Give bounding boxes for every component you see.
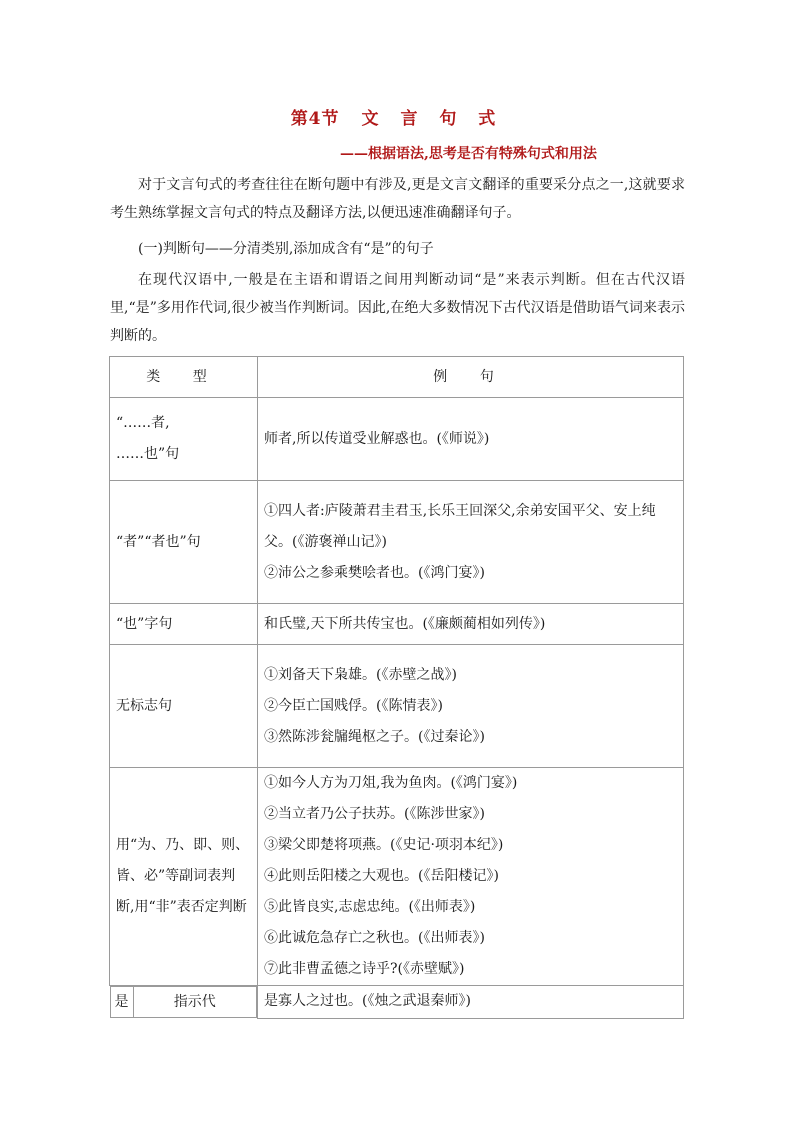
type-line: 用“为、乃、即、则、皆、必”等副词表判断,用“非”表否定判断 bbox=[116, 837, 250, 915]
type-line: 无标志句 bbox=[116, 697, 172, 714]
type-cell bbox=[110, 645, 258, 768]
section-title bbox=[0, 104, 794, 129]
subsection-heading: (一)判断句——分清类别,添加成含有“是”的句子 bbox=[138, 241, 434, 257]
example-sentence: ⑤此皆良实,志虑忠纯。(《出师表》) bbox=[264, 899, 476, 915]
type-subtype-label: 指示代 bbox=[173, 994, 216, 1010]
example-cell bbox=[258, 768, 684, 986]
example-sentence: ⑥此诚危急存亡之秋也。(《出师表》) bbox=[264, 930, 485, 946]
example-sentence: 和氏璧,天下所共传宝也。(《廉颇蔺相如列传》) bbox=[264, 615, 546, 632]
type-line: “……者, bbox=[116, 415, 170, 431]
example-sentence: ③梁父即楚将项燕。(《史记·项羽本纪》) bbox=[264, 837, 504, 853]
sentence-type-table bbox=[109, 356, 684, 1019]
example-cell bbox=[258, 645, 684, 768]
table-row bbox=[110, 604, 684, 645]
type-cell bbox=[110, 604, 258, 645]
intro-paragraph: 对于文言句式的考查往往在断句题中有涉及,更是文言文翻译的重要采分点之一,这就要求考生熟练掌握文言句式的特点及翻译方法,以便迅速准确翻译句子。 bbox=[110, 177, 685, 221]
table-row bbox=[110, 986, 684, 1019]
example-sentence: ⑦此非曹孟德之诗乎?(《赤壁赋》) bbox=[264, 961, 465, 977]
header-example: 例 句 bbox=[258, 357, 684, 398]
type-line: “者”“者也”句 bbox=[116, 533, 201, 550]
example-sentence: ③然陈涉瓮牖绳枢之子。(《过秦论》) bbox=[264, 728, 485, 745]
example-sentence: 师者,所以传道受业解惑也。(《师说》) bbox=[264, 430, 490, 447]
example-sentence: ①四人者:庐陵萧君圭君玉,长乐王回深父,余弟安国平父、安上纯父。(《游褒禅山记》) bbox=[264, 502, 656, 550]
type-cell bbox=[110, 481, 258, 604]
type-cell bbox=[110, 768, 258, 986]
table-row bbox=[110, 398, 684, 481]
explanation-paragraph: 在现代汉语中,一般是在主语和谓语之间用判断动词“是”来表示判断。但在古代汉语里,“是”多用作代词,很少被当作判断词。因此,在绝大多数情况下古代汉语是借助语气词来表示判断的。 bbox=[110, 272, 685, 344]
type-group-label: 是 bbox=[111, 987, 134, 1017]
section-heading: 文 言 句 式 bbox=[361, 109, 504, 129]
type-cell bbox=[110, 398, 258, 481]
table-row bbox=[110, 768, 684, 986]
example-sentence: ②今臣亡国贱俘。(《陈情表》) bbox=[264, 697, 443, 714]
section-subtitle: ——根据语法,思考是否有特殊句式和用法 bbox=[340, 146, 597, 162]
example-cell bbox=[258, 398, 684, 481]
example-sentence: 是寡人之过也。(《烛之武退秦师》) bbox=[264, 993, 471, 1010]
example-cell bbox=[258, 481, 684, 604]
section-number: 第4节 bbox=[290, 109, 340, 129]
example-sentence: ②当立者乃公子扶苏。(《陈涉世家》) bbox=[264, 806, 485, 822]
example-cell bbox=[258, 604, 684, 645]
table-header-row bbox=[110, 357, 684, 398]
example-cell bbox=[258, 986, 684, 1019]
table-row bbox=[110, 481, 684, 604]
type-cell bbox=[110, 986, 258, 1018]
example-sentence: ②沛公之参乘樊哙者也。(《鸿门宴》) bbox=[264, 564, 485, 581]
type-line: “也”字句 bbox=[116, 615, 173, 632]
example-sentence: ①如今人方为刀俎,我为鱼肉。(《鸿门宴》) bbox=[264, 775, 518, 791]
table-row bbox=[110, 645, 684, 768]
header-type: 类 型 bbox=[110, 357, 258, 398]
example-sentence: ④此则岳阳楼之大观也。(《岳阳楼记》) bbox=[264, 868, 499, 884]
example-sentence: ①刘备天下枭雄。(《赤壁之战》) bbox=[264, 666, 457, 683]
type-line: ……也”句 bbox=[116, 446, 180, 462]
